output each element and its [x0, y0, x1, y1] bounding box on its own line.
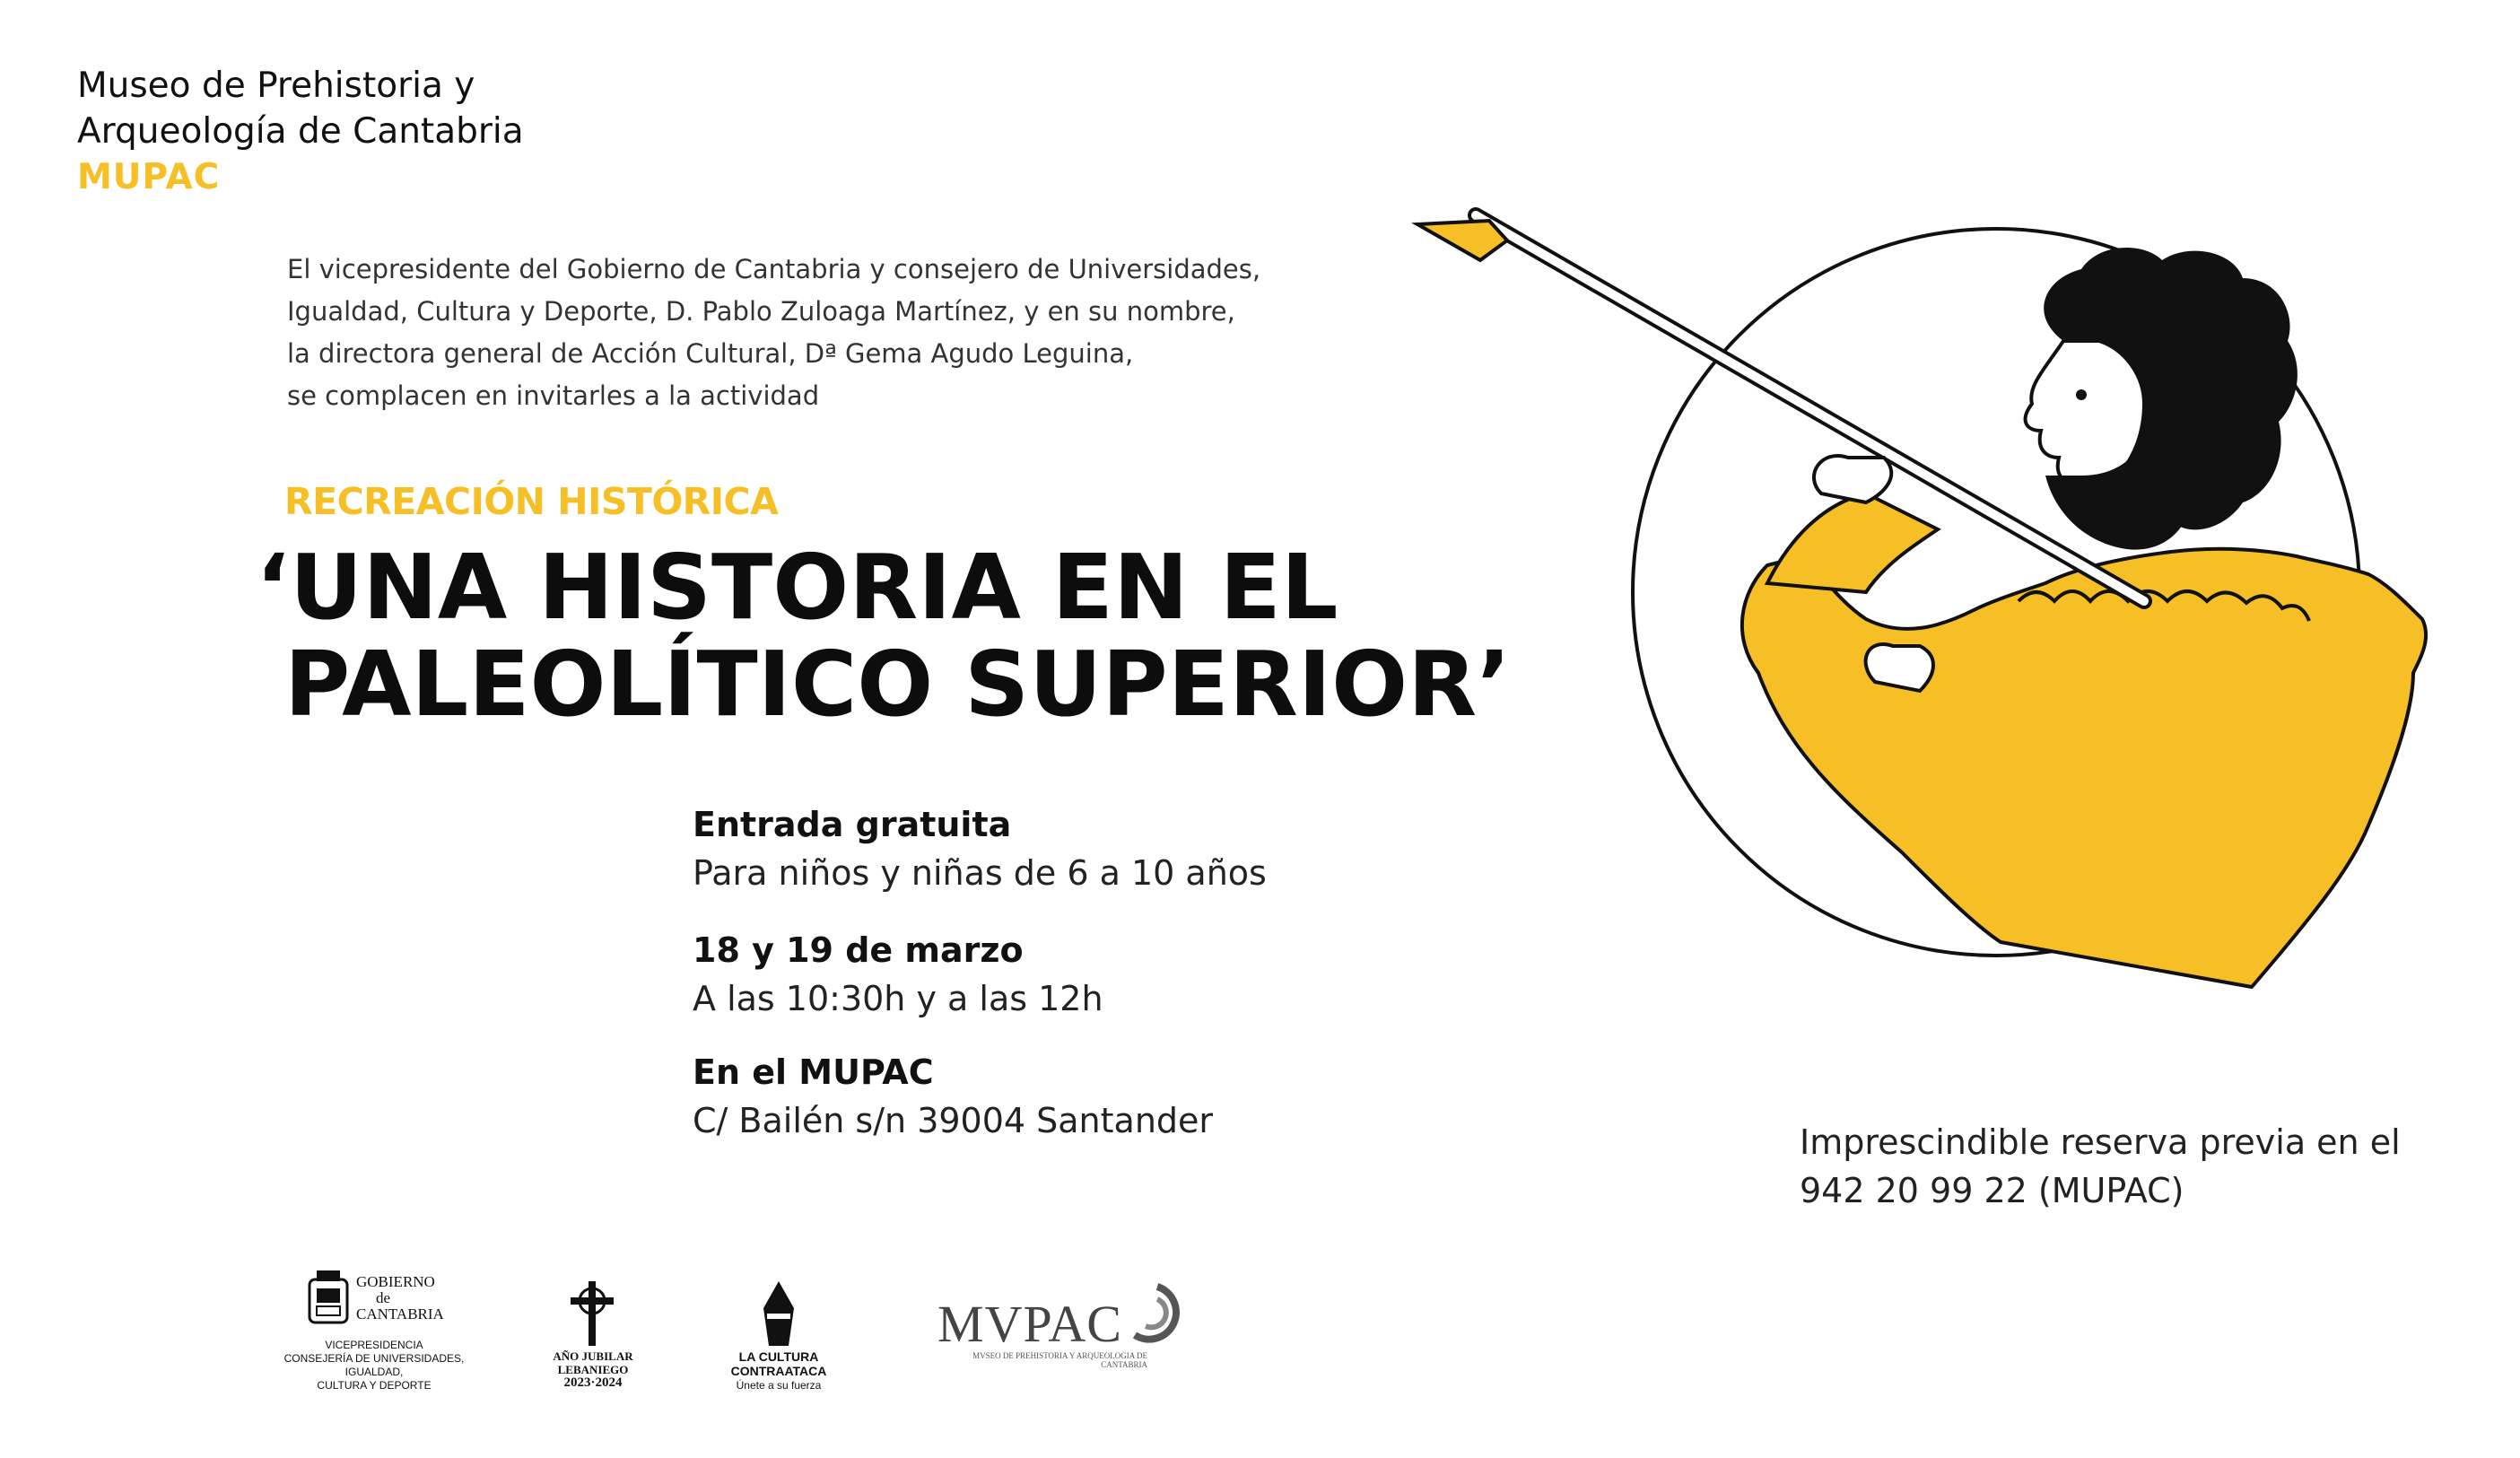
- event-title-line2: PALEOLÍTICO SUPERIOR’: [284, 632, 1512, 737]
- gobierno-dept-line3: CULTURA Y DEPORTE: [317, 1379, 432, 1392]
- invitation-intro: [287, 249, 1391, 417]
- detail-label: En el MUPAC: [693, 1052, 934, 1092]
- jubilar-line2: LEBANIEGO: [557, 1363, 629, 1376]
- detail-date: [693, 926, 1103, 1023]
- gobierno-line2: de: [376, 1289, 391, 1306]
- gobierno-cantabria-logo: [257, 1269, 491, 1394]
- figure-icon: [758, 1281, 799, 1346]
- museum-name-line1: Museo de Prehistoria y: [77, 65, 475, 106]
- detail-label: 18 y 19 de marzo: [693, 930, 1024, 970]
- front-hand: [1814, 456, 1891, 502]
- eye-shape: [2076, 389, 2087, 400]
- intro-line: El vicepresidente del Gobierno de Cantabria y consejero de Universidades,: [287, 254, 1261, 284]
- cultura-line3: Únete a su fuerza: [736, 1379, 822, 1392]
- raised-arm: [1767, 493, 1938, 592]
- gobierno-line3: CANTABRIA: [356, 1305, 444, 1323]
- jubilar-line3: 2023·2024: [563, 1375, 623, 1390]
- cross-icon: [565, 1281, 619, 1346]
- coat-of-arms-icon: [304, 1269, 353, 1328]
- museum-acronym: MUPAC: [77, 157, 221, 197]
- intro-line: Igualdad, Cultura y Deporte, D. Pablo Zuloaga Martínez, y en su nombre,: [287, 296, 1235, 327]
- intro-line: la directora general de Acción Cultural, Dª Gema Agudo Leguina,: [287, 338, 1134, 369]
- mupac-logo: [937, 1281, 1207, 1371]
- event-title: [256, 535, 1512, 737]
- la-cultura-contraataca-logo: [725, 1281, 833, 1398]
- mupac-sub-line2: CANTABRIA: [1101, 1360, 1147, 1369]
- reservation-line1: Imprescindible reserva previa en el: [1800, 1122, 2401, 1162]
- intro-line: se complacen en invitarles a la actividad: [287, 380, 820, 411]
- mupac-sub-line1: MVSEO DE PREHISTORIA Y ARQUEOLOGIA DE: [972, 1351, 1147, 1360]
- spear-tip: [1417, 221, 1507, 260]
- mupac-wordmark: MVPAC: [937, 1295, 1122, 1353]
- event-kicker: RECREACIÓN HISTÓRICA: [284, 480, 779, 523]
- reservation-line2: 942 20 99 22 (MUPAC): [1800, 1171, 2184, 1210]
- jubilar-line1: AÑO JUBILAR: [553, 1349, 633, 1363]
- ano-jubilar-logo: [553, 1281, 633, 1398]
- reservation-note: [1800, 1118, 2446, 1215]
- detail-label: Entrada gratuita: [693, 805, 1012, 844]
- detail-entry: [693, 800, 1267, 897]
- detail-location: [693, 1048, 1213, 1145]
- event-title-line1: ‘UNA HISTORIA EN EL: [256, 535, 1338, 640]
- gobierno-line1: GOBIERNO: [356, 1273, 435, 1290]
- detail-value: A las 10:30h y a las 12h: [693, 979, 1103, 1018]
- cultura-line1: LA CULTURA: [738, 1349, 819, 1364]
- detail-value: C/ Bailén s/n 39004 Santander: [693, 1101, 1214, 1140]
- cultura-line2: CONTRAATACA: [730, 1364, 827, 1378]
- rear-hand: [1866, 644, 1933, 691]
- museum-name: [77, 63, 524, 200]
- museum-name-line2: Arqueología de Cantabria: [77, 111, 524, 152]
- detail-value: Para niños y niñas de 6 a 10 años: [693, 853, 1267, 893]
- gobierno-dept-line1: VICEPRESIDENCIA: [325, 1339, 423, 1351]
- spiral-icon: [1126, 1281, 1189, 1353]
- gobierno-dept-line2: CONSEJERÍA DE UNIVERSIDADES, IGUALDAD,: [283, 1352, 465, 1378]
- hunter-illustration: [1400, 206, 2440, 1014]
